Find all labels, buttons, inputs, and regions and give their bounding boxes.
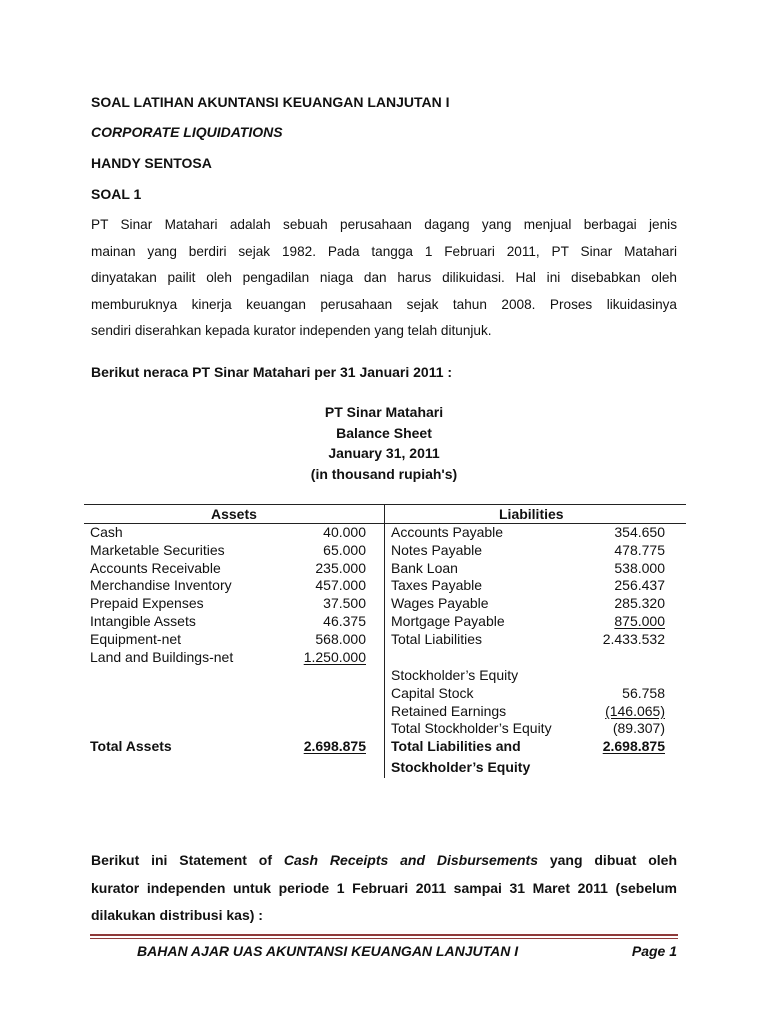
total-liabilities-equity-label: Total Liabilities and bbox=[391, 738, 521, 754]
total-equity-value: (89.307) bbox=[612, 720, 665, 736]
asset-label: Merchandise Inventory bbox=[90, 577, 232, 593]
closing-text: yang dibuat oleh bbox=[538, 852, 677, 868]
equity-label: Capital Stock bbox=[391, 685, 474, 701]
statement-date: January 31, 2011 bbox=[328, 445, 440, 461]
balance-sheet-lead-in: Berikut neraca PT Sinar Matahari per 31 Januari 2011 : bbox=[91, 364, 453, 380]
asset-label: Intangible Assets bbox=[90, 613, 196, 629]
closing-line: kurator independen untuk periode 1 Februari 2011 sampai 31 Maret 2011 (sebelum bbox=[91, 879, 677, 896]
liability-label: Notes Payable bbox=[391, 542, 483, 558]
asset-label: Land and Buildings-net bbox=[90, 649, 234, 665]
liability-label: Accounts Payable bbox=[391, 524, 504, 540]
intro-paragraph bbox=[91, 212, 677, 345]
statement-title bbox=[0, 402, 768, 484]
intro-line: PT Sinar Matahari adalah sebuah perusahaan dagang yang menjual berbagai jenis bbox=[91, 217, 677, 232]
liability-value: 875.000 bbox=[614, 613, 665, 629]
footer-rule-thin bbox=[90, 938, 678, 939]
asset-value: 1.250.000 bbox=[303, 649, 366, 665]
equity-value: 56.758 bbox=[622, 685, 665, 701]
asset-value: 457.000 bbox=[315, 577, 366, 593]
asset-label: Prepaid Expenses bbox=[90, 595, 204, 611]
liability-value: 478.775 bbox=[614, 542, 665, 558]
closing-italic-text: Cash Receipts and Disbursements bbox=[283, 852, 539, 868]
intro-line: memburuknya kinerja keuangan perusahaan sejak tahun 2008. Proses likuidasinya bbox=[91, 296, 677, 312]
asset-label: Marketable Securities bbox=[90, 542, 225, 558]
equity-header: Stockholder’s Equity bbox=[391, 667, 519, 683]
equity-value: (146.065) bbox=[605, 703, 665, 719]
statement-company: PT Sinar Matahari bbox=[324, 404, 444, 420]
liability-value: 256.437 bbox=[614, 577, 665, 593]
total-liabilities-value: 2.433.532 bbox=[602, 631, 665, 647]
problem-heading: SOAL 1 bbox=[91, 186, 142, 202]
total-liabilities-equity-label-line2: Stockholder’s Equity bbox=[391, 759, 531, 775]
assets-column-header: Assets bbox=[211, 506, 257, 522]
statement-unit: (in thousand rupiah's) bbox=[310, 465, 458, 482]
intro-line: dinyatakan pailit oleh pengadilan niaga dan harus dilikuidasi. Hal ini disebabkan oleh bbox=[91, 270, 677, 286]
total-liabilities-equity-value: 2.698.875 bbox=[602, 738, 665, 754]
asset-label: Cash bbox=[90, 524, 123, 540]
document-title: SOAL LATIHAN AKUNTANSI KEUANGAN LANJUTAN I bbox=[91, 94, 450, 110]
liability-value: 285.320 bbox=[614, 595, 665, 611]
total-liabilities-label: Total Liabilities bbox=[391, 631, 483, 647]
asset-label: Equipment-net bbox=[90, 631, 182, 647]
statement-name: Balance Sheet bbox=[336, 424, 432, 441]
table-center-divider bbox=[384, 504, 385, 778]
author-name: HANDY SENTOSA bbox=[91, 155, 212, 171]
liability-value: 354.650 bbox=[614, 524, 665, 540]
asset-value: 568.000 bbox=[315, 631, 366, 647]
total-equity-label: Total Stockholder’s Equity bbox=[391, 720, 552, 736]
table-top-rule bbox=[84, 504, 686, 505]
closing-line bbox=[91, 847, 677, 875]
closing-paragraph bbox=[91, 847, 677, 930]
asset-value: 235.000 bbox=[315, 560, 366, 576]
liability-label: Taxes Payable bbox=[391, 577, 483, 593]
liability-label: Mortgage Payable bbox=[391, 613, 505, 629]
liabilities-column-header: Liabilities bbox=[499, 506, 564, 522]
intro-line: sendiri diserahkan kepada kurator independen yang telah ditunjuk. bbox=[91, 323, 492, 339]
liability-label: Bank Loan bbox=[391, 560, 458, 576]
asset-value: 40.000 bbox=[323, 524, 366, 540]
asset-value: 37.500 bbox=[323, 595, 366, 611]
asset-value: 65.000 bbox=[323, 542, 366, 558]
closing-line: dilakukan distribusi kas) : bbox=[91, 907, 263, 923]
intro-line: mainan yang berdiri sejak 1982. Pada tangga 1 Februari 2011, PT Sinar Matahari bbox=[91, 243, 677, 259]
closing-text: Berikut ini Statement of bbox=[91, 852, 284, 868]
footer-text: BAHAN AJAR UAS AKUNTANSI KEUANGAN LANJUTAN I bbox=[137, 943, 519, 959]
total-assets-label: Total Assets bbox=[90, 738, 172, 754]
table-header-rule bbox=[84, 523, 686, 524]
asset-value: 46.375 bbox=[323, 613, 366, 629]
balance-sheet-table bbox=[84, 504, 686, 778]
footer-rule-thick bbox=[90, 934, 678, 936]
equity-label: Retained Earnings bbox=[391, 703, 507, 719]
liability-value: 538.000 bbox=[614, 560, 665, 576]
asset-label: Accounts Receivable bbox=[90, 560, 221, 576]
liability-label: Wages Payable bbox=[391, 595, 489, 611]
page-number: Page 1 bbox=[631, 943, 677, 959]
total-assets-value: 2.698.875 bbox=[303, 738, 366, 754]
document-subtitle: CORPORATE LIQUIDATIONS bbox=[91, 124, 283, 140]
